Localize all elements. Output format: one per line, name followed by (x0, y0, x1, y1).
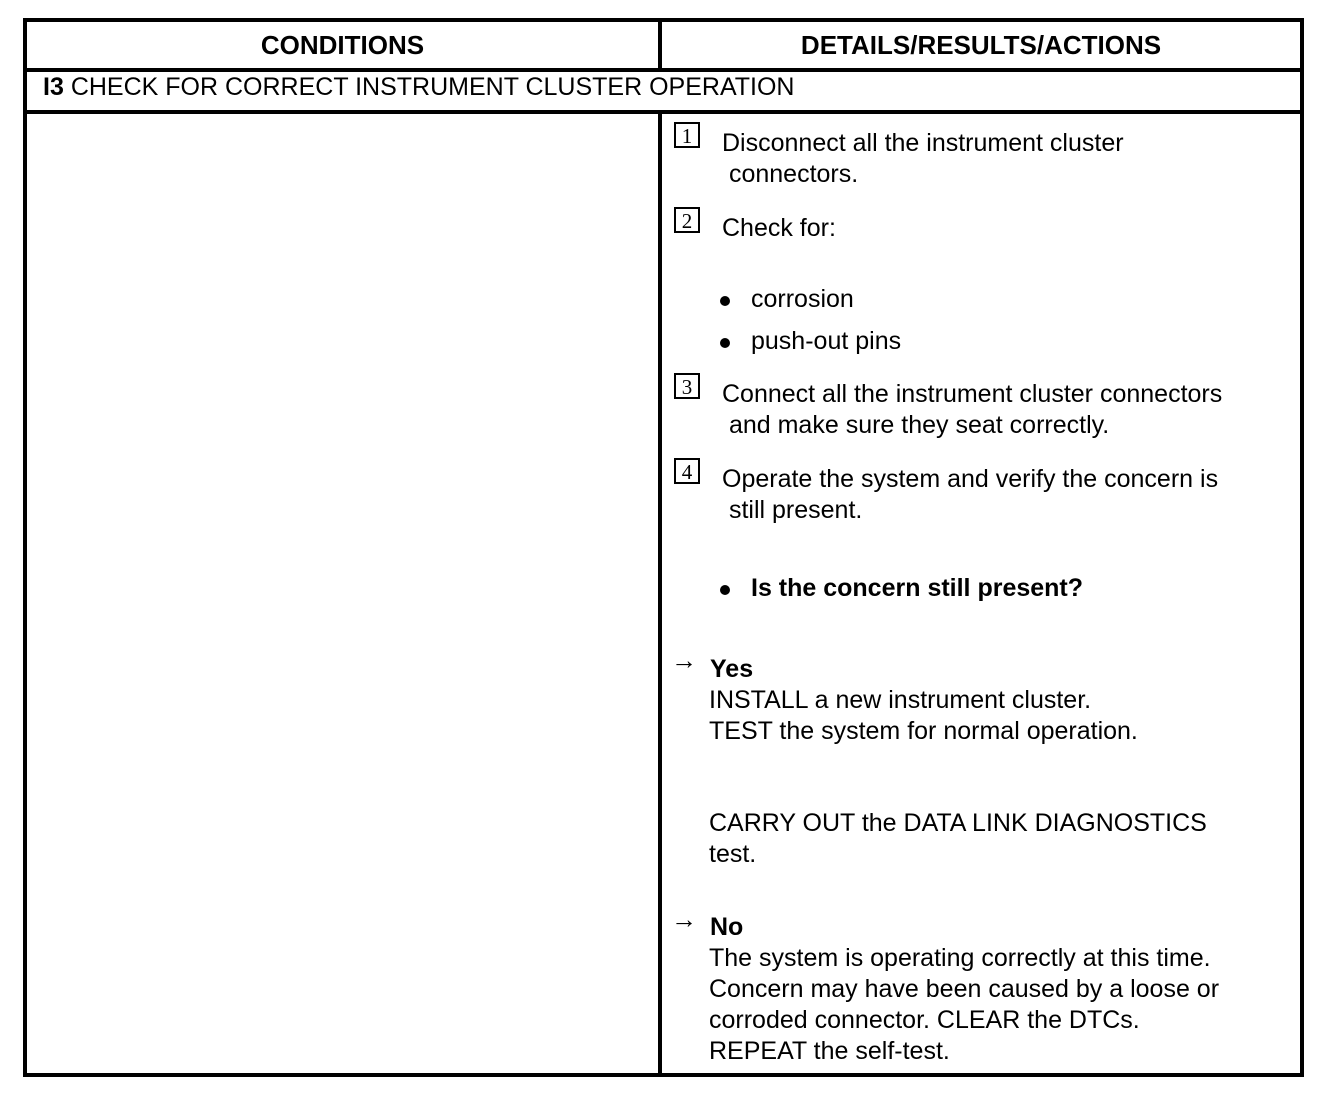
divider (27, 110, 1300, 114)
step-number-4: 4 (674, 458, 700, 484)
step-number-1: 1 (674, 122, 700, 148)
bullet-icon (720, 338, 730, 348)
bullet-icon (720, 585, 730, 595)
step-3-text: Connect all the instrument cluster connectors and make sure they seat correctly. (722, 380, 1223, 439)
step-4-text: Operate the system and verify the concern is still present. (722, 465, 1219, 524)
yes-label: Yes (710, 655, 754, 683)
section-title-text: CHECK FOR CORRECT INSTRUMENT CLUSTER OPERATION (70, 73, 795, 101)
details-header: DETAILS/RESULTS/ACTIONS (800, 30, 1162, 60)
step-1-text: Disconnect all the instrument cluster connectors. (722, 129, 1124, 188)
section-id: I3 (43, 73, 64, 101)
yes-action: CARRY OUT the DATA LINK DIAGNOSTICS test. (709, 809, 1207, 868)
conditions-header: CONDITIONS (260, 30, 425, 60)
section-title (43, 72, 794, 103)
step-number-2: 2 (674, 207, 700, 233)
divider (658, 110, 662, 1073)
step-2-text: Check for: (722, 214, 836, 242)
check-item: push-out pins (751, 327, 902, 355)
step-number-3: 3 (674, 373, 700, 399)
arrow-right-icon: → (671, 645, 697, 675)
check-item: corrosion (751, 285, 854, 313)
no-action: The system is operating correctly at this time. Concern may have been caused by a loose or corroded connector. CLEAR the DTCs. REPEAT the self-test. (709, 944, 1220, 1065)
no-label: No (710, 913, 744, 941)
question: Is the concern still present? (751, 574, 1084, 602)
yes-action: INSTALL a new instrument cluster. TEST the system for normal operation. (709, 686, 1138, 745)
bullet-icon (720, 296, 730, 306)
arrow-right-icon: → (671, 904, 697, 934)
